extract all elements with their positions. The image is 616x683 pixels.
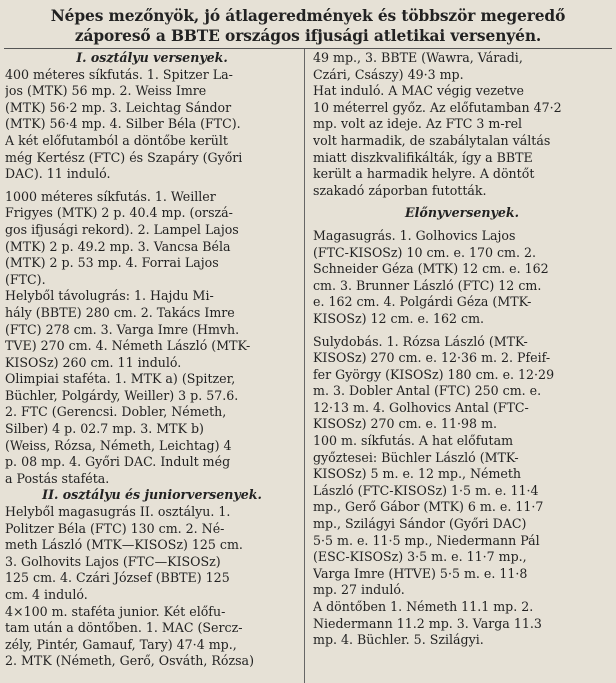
text-line: 1000 méteres síkfutás. 1. Weiller xyxy=(5,188,216,204)
text-line: 12·13 m. 4. Golhovics Antal (FTC- xyxy=(313,399,529,415)
text-line: Sulydobás. 1. Rózsa László (MTK- xyxy=(313,333,528,349)
text-line: győztesei: Büchler László (MTK- xyxy=(313,449,519,465)
text-line: gos ifjusági rekord). 2. Lampel Lajos xyxy=(5,221,239,237)
text-line: tam után a döntőben. 1. MAC (Sercz- xyxy=(5,620,243,636)
text-line: mp. volt az ideje. Az FTC 3 m-rel xyxy=(313,116,523,132)
text-line: cm. 4 induló. xyxy=(5,587,88,602)
column-divider xyxy=(304,49,305,683)
text-line: Schneider Géza (MTK) 12 cm. e. 162 xyxy=(313,261,549,277)
text-line: mp., Szilágyi Sándor (Győri DAC) xyxy=(313,516,527,532)
text-line: A két előfutamból a döntőbe került xyxy=(5,132,228,148)
text-line: (FTC) 278 cm. 3. Varga Imre (Hmvh. xyxy=(5,321,240,337)
text-line: mp. 27 induló. xyxy=(313,582,405,598)
text-line: szakadó záporban futották. xyxy=(313,182,487,198)
text-line: TVE) 270 cm. 4. Németh László (MTK- xyxy=(5,338,251,354)
text-line: még Kertész (FTC) és Szapáry (Győri xyxy=(5,149,243,165)
text-line: (MTK) 2 p. 53 mp. 4. Forrai Lajos xyxy=(5,255,219,271)
headline-line: záporeső a BBTE országos ifjusági atletikai versenyén. xyxy=(74,27,542,45)
text-line: Büchler, Polgárdy, Weiller) 3 p. 57.6. xyxy=(5,387,239,403)
header-divider xyxy=(4,48,612,49)
text-line: A döntőben 1. Németh 11.1 mp. 2. xyxy=(313,599,534,614)
left-column xyxy=(5,50,299,670)
text-line: Niedermann 11.2 mp. 3. Varga 11.3 xyxy=(313,615,542,631)
text-line: DAC). 11 induló. xyxy=(5,166,111,182)
text-line: Helyből magasugrás II. osztályu. 1. xyxy=(5,504,231,520)
text-line: 49 mp., 3. BBTE (Wawra, Váradi, xyxy=(313,50,523,65)
text-line: meth László (MTK—KISOSz) 125 cm. xyxy=(5,537,243,553)
text-line: Politzer Béla (FTC) 130 cm. 2. Né- xyxy=(5,520,225,536)
text-line: Hat induló. A MAC végig vezetve xyxy=(313,83,524,99)
text-line: jos (MTK) 56 mp. 2. Weiss Imre xyxy=(5,83,207,99)
text-line: zély, Pintér, Gamauf, Tary) 47·4 mp., xyxy=(5,636,237,652)
text-line: p. 08 mp. 4. Győri DAC. Indult még xyxy=(5,454,231,470)
text-line: Varga Imre (HTVE) 5·5 m. e. 11·8 xyxy=(313,565,528,581)
text-line: e. 162 cm. 4. Polgárdi Géza (MTK- xyxy=(313,294,532,310)
text-line: fer György (KISOSz) 180 cm. e. 12·29 xyxy=(313,366,555,382)
right-column xyxy=(313,50,611,649)
text-line: a Postás staféta. xyxy=(5,470,110,486)
text-line: (FTC). xyxy=(5,271,46,287)
text-line: (MTK) 56·2 mp. 3. Leichtag Sándor xyxy=(5,99,232,115)
text-line: mp., Gerő Gábor (MTK) 6 m. e. 11·7 xyxy=(313,499,544,515)
text-line: 4×100 m. staféta junior. Két előfu- xyxy=(5,603,226,619)
text-line: (ESC-KISOSz) 3·5 m. e. 11·7 mp., xyxy=(313,549,527,565)
text-line: Silber) 4 p. 02.7 mp. 3. MTK b) xyxy=(5,421,204,437)
text-line: 400 méteres síkfutás. 1. Spitzer La- xyxy=(5,66,233,82)
text-line: (MTK) 2 p. 49.2 mp. 3. Vancsa Béla xyxy=(5,238,231,254)
text-line: cm. 3. Brunner László (FTC) 12 cm. xyxy=(313,277,542,293)
section-heading: I. osztályu versenyek. xyxy=(76,50,228,65)
text-line: KISOSz) 12 cm. e. 162 cm. xyxy=(313,310,485,326)
text-line: 3. Golhovits Lajos (FTC—KISOSz) xyxy=(5,553,221,569)
text-line: volt harmadik, de szabálytalan váltás xyxy=(313,132,551,148)
text-line: Czári, Császy) 49·3 mp. xyxy=(313,66,464,82)
text-line: 125 cm. 4. Czári József (BBTE) 125 xyxy=(5,570,230,586)
text-line: (Weiss, Rózsa, Németh, Leichtag) 4 xyxy=(5,437,232,453)
text-line: mp. 4. Büchler. 5. Szilágyi. xyxy=(313,632,484,648)
text-line: KISOSz) 270 cm. e. 12·36 m. 2. Pfeif- xyxy=(313,350,551,366)
text-line: KISOSz) 260 cm. 11 induló. xyxy=(5,354,182,370)
headline xyxy=(8,6,608,46)
section-heading: Előnyversenyek. xyxy=(405,205,519,221)
text-line: került a harmadik helyre. A döntőt xyxy=(313,166,535,182)
text-line: 2. MTK (Németh, Gerő, Osváth, Rózsa) xyxy=(5,653,254,669)
text-line: 100 m. síkfutás. A hat előfutam xyxy=(313,433,514,449)
text-line: 2. FTC (Gerencsi. Dobler, Németh, xyxy=(5,404,227,420)
text-line: 5·5 m. e. 11·5 mp., Niedermann Pál xyxy=(313,532,540,548)
text-line: KISOSz) 5 m. e. 12 mp., Németh xyxy=(313,466,522,482)
text-line: (MTK) 56·4 mp. 4. Silber Béla (FTC). xyxy=(5,116,241,132)
text-line: László (FTC-KISOSz) 1·5 m. e. 11·4 xyxy=(313,482,539,498)
text-line: 10 méterrel győz. Az előfutamban 47·2 xyxy=(313,99,562,115)
text-line: Magasugrás. 1. Golhovics Lajos xyxy=(313,227,516,243)
text-line: m. 3. Dobler Antal (FTC) 250 cm. e. xyxy=(313,383,542,399)
headline-line: Népes mezőnyök, jó átlageredmények és többször megeredő xyxy=(50,7,566,25)
text-line: Olimpiai staféta. 1. MTK a) (Spitzer, xyxy=(5,371,236,387)
section-heading: II. osztályu és juniorversenyek. xyxy=(42,487,262,503)
text-line: KISOSz) 270 cm. e. 11·98 m. xyxy=(313,416,498,432)
text-line: Helyből távolugrás: 1. Hajdu Mi- xyxy=(5,288,214,304)
text-line: hály (BBTE) 280 cm. 2. Takács Imre xyxy=(5,304,235,320)
text-line: (FTC-KISOSz) 10 cm. e. 170 cm. 2. xyxy=(313,244,537,260)
text-line: Frigyes (MTK) 2 p. 40.4 mp. (orszá- xyxy=(5,205,233,221)
text-line: miatt diszkvalifikálták, így a BBTE xyxy=(313,149,533,165)
